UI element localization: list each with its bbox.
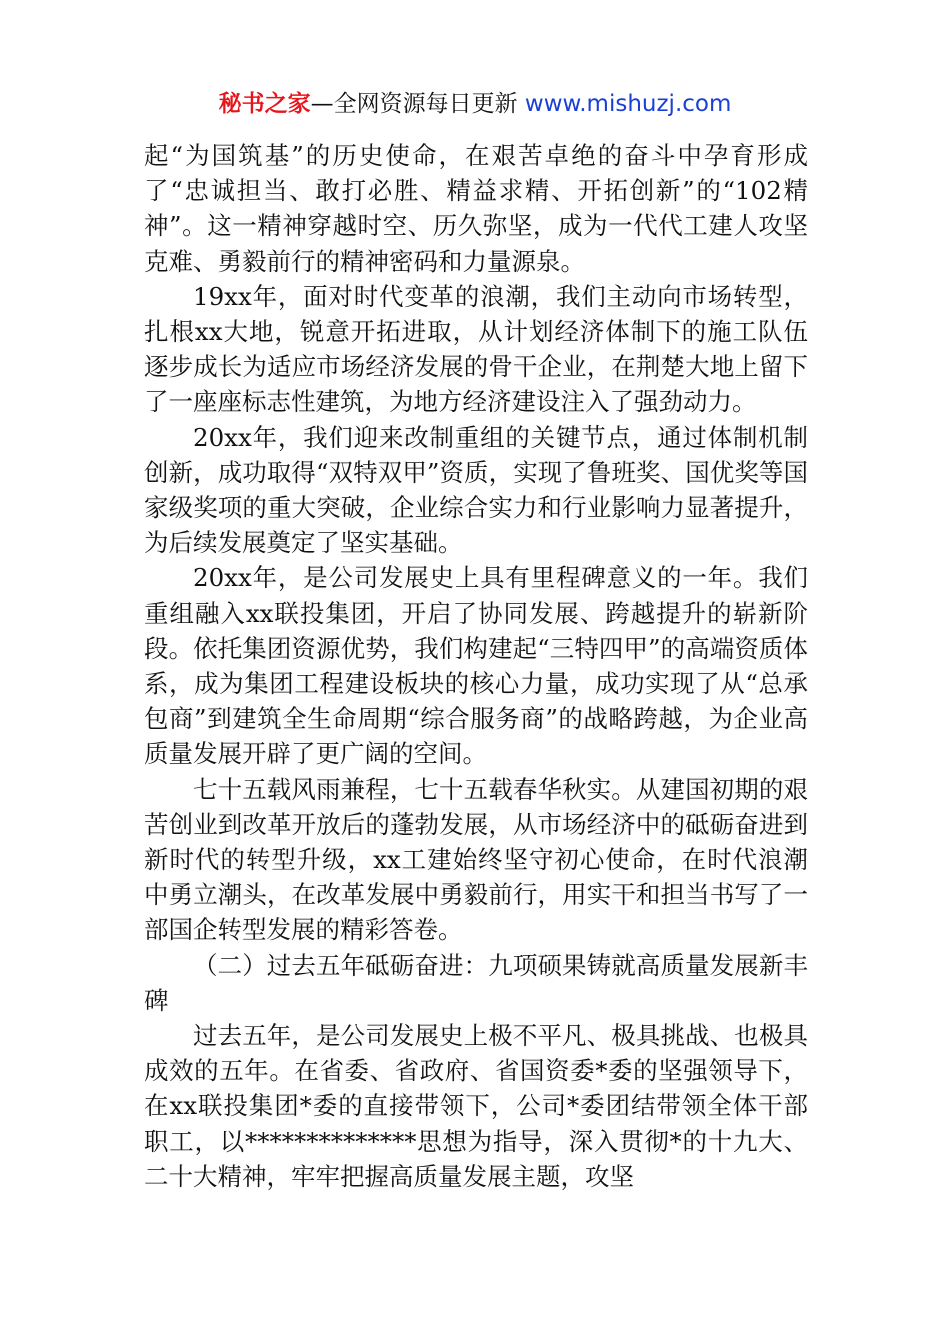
paragraph: 20xx年，我们迎来改制重组的关键节点，通过体制机制创新，成功取得“双特双甲”资质，实现了鲁班奖、国优奖等国家级奖项的重大突破，企业综合实力和行业影响力显著提升，为后续发展奠定了坚实基础。: [144, 422, 808, 558]
paragraph: 20xx年，是公司发展史上具有里程碑意义的一年。我们重组融入xx联投集团，开启了协同发展、跨越提升的崭新阶段。依托集团资源优势，我们构建起“三特四甲”的高端资质体系，成为集团工程建设板块的核心力量，成功实现了从“总承包商”到建筑全生命周期“综合服务商”的战略跨越，为企业高质量发展开辟了更广阔的空间。: [144, 563, 808, 769]
site-url[interactable]: www.mishuzj.com: [524, 91, 732, 117]
paragraph: 过去五年，是公司发展史上极不平凡、极具挑战、也极具成效的五年。在省委、省政府、省国资委*委的坚强领导下，在xx联投集团*委的直接带领下，公司*委团结带领全体干部职工，以**************思想为指导，深入贯彻*的十九大、二十大精神，牢牢把握高质量发展主题，攻坚: [144, 1021, 808, 1191]
site-header: [0, 88, 950, 120]
paragraph: 七十五载风雨兼程，七十五载春华秋实。从建国初期的艰苦创业到改革开放后的蓬勃发展，从市场经济中的砥砺奋进到新时代的转型升级，xx工建始终坚守初心使命，在时代浪潮中勇立潮头，在改革发展中勇毅前行，用实干和担当书写了一部国企转型发展的精彩答卷。: [144, 774, 808, 945]
header-slogan: —全网资源每日更新: [310, 91, 518, 117]
brand-name: 秘书之家: [218, 91, 311, 117]
section-heading: （二）过去五年砥砺奋进：九项硕果铸就高质量发展新丰碑: [144, 950, 808, 1015]
paragraph: 19xx年，面对时代变革的浪潮，我们主动向市场转型，扎根xx大地，锐意开拓进取，从计划经济体制下的施工队伍逐步成长为适应市场经济发展的骨干企业，在荆楚大地上留下了一座座标志性建筑，为地方经济建设注入了强劲动力。: [144, 281, 808, 417]
document-body: [144, 138, 808, 1194]
paragraph-continuation: 起“为国筑基”的历史使命，在艰苦卓绝的奋斗中孕育形成了“忠诚担当、敢打必胜、精益求精、开拓创新”的“102精神”。这一精神穿越时空、历久弥坚，成为一代代工建人攻坚克难、勇毅前行的精神密码和力量源泉。: [144, 141, 808, 276]
